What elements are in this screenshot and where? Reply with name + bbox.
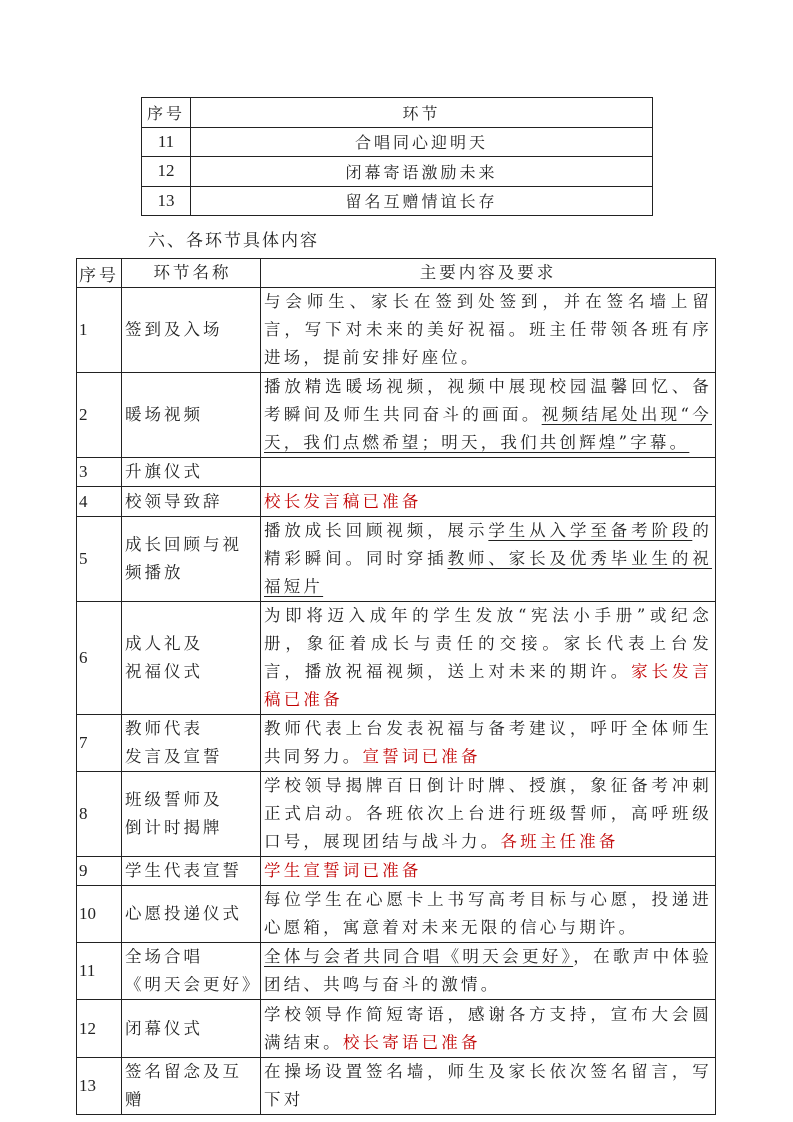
table-row xyxy=(142,157,653,187)
segment-name-line: 签名留念及互赠 xyxy=(125,1062,242,1109)
segment-name xyxy=(122,715,261,772)
note-text: 家长发言稿已准备 xyxy=(264,662,712,709)
segment-name-line: 闭幕仪式 xyxy=(125,1018,203,1038)
note-text: 各班主任准备 xyxy=(500,832,619,851)
table-row xyxy=(77,715,716,772)
segment-content xyxy=(261,288,716,373)
row-no: 12 xyxy=(77,1000,122,1058)
table-row xyxy=(77,458,716,487)
segment-name xyxy=(122,517,261,602)
segment-name-line: 成人礼及 xyxy=(125,634,203,653)
content-text: 在操场设置签名墙，师生及家长依次签名留言，写下对 xyxy=(264,1062,712,1109)
row-segment: 闭幕寄语激励未来 xyxy=(191,157,653,187)
row-no: 3 xyxy=(77,458,122,487)
note-text: 宣誓词已准备 xyxy=(362,747,481,766)
table-row xyxy=(142,186,653,216)
segment-name-line: 升旗仪式 xyxy=(125,462,203,481)
segment-name-line: 教师代表 xyxy=(125,719,203,738)
content-text: 每位学生在心愿卡上书写高考目标与心愿，投递进心愿箱，寓意着对未来无限的信心与期许。 xyxy=(264,890,712,937)
segment-name-line: 倒计时揭牌 xyxy=(125,818,223,837)
row-no: 4 xyxy=(77,487,122,517)
segment-name xyxy=(122,943,261,1000)
segment-content xyxy=(261,943,716,1000)
content-text: 教师代表上台发表祝福与备考建议，呼吁全体师生共同努力。 xyxy=(264,719,712,766)
row-no: 8 xyxy=(77,772,122,857)
segment-name-line: 全场合唱 xyxy=(125,947,203,966)
segment-name xyxy=(122,487,261,517)
row-no: 2 xyxy=(77,373,122,458)
note-text: 学生宣誓词已准备 xyxy=(264,861,422,880)
segment-name-line: 暖场视频 xyxy=(125,405,203,424)
row-no: 7 xyxy=(77,715,122,772)
content-text: 播放成长回顾视频，展示 xyxy=(264,521,489,540)
segment-content xyxy=(261,517,716,602)
header-content: 主要内容及要求 xyxy=(261,259,716,288)
underlined-text: 教师、家长及优秀毕业生的祝福短片 xyxy=(264,549,712,596)
content-text: 为即将迈入成年的学生发放“宪法小手册”或纪念册，象征着成长与责任的交接。家长代表上台发言，播放祝福视频，送上对未来的期许。 xyxy=(264,606,712,681)
segment-name xyxy=(122,886,261,943)
row-no: 12 xyxy=(142,157,191,187)
header-no: 序号 xyxy=(77,259,122,288)
row-segment: 合唱同心迎明天 xyxy=(191,127,653,157)
segment-name xyxy=(122,1058,261,1115)
segment-name xyxy=(122,458,261,487)
table-row xyxy=(77,1058,716,1115)
content-text: 学校领导揭牌百日倒计时牌、授旗，象征备考冲刺正式启动。各班依次上台进行班级誓师，高呼班级口号，展现团结与战斗力。 xyxy=(264,776,712,851)
header-no: 序号 xyxy=(142,98,191,128)
segment-name-line: 祝福仪式 xyxy=(125,662,203,681)
table-row xyxy=(77,487,716,517)
underlined-text: 全体与会者共同合唱《明天会更好》 xyxy=(264,947,574,966)
segment-content xyxy=(261,1000,716,1058)
segment-name xyxy=(122,373,261,458)
table-row xyxy=(77,886,716,943)
segment-name-line: 校领导致辞 xyxy=(125,491,223,511)
segment-content xyxy=(261,886,716,943)
content-text: ，在歌声中体验团结、共鸣与奋斗的激情。 xyxy=(264,947,712,994)
header-name: 环节名称 xyxy=(122,259,261,288)
segment-content xyxy=(261,458,716,487)
table-row xyxy=(77,943,716,1000)
program-summary-table xyxy=(141,97,653,216)
table-row xyxy=(77,857,716,886)
row-no: 11 xyxy=(142,127,191,157)
segment-name-line: 成长回顾与视频播放 xyxy=(125,535,242,582)
table-row xyxy=(77,373,716,458)
underlined-text: 视频结尾处出现“今天，我们点燃希望；明天，我们共创辉煌”字幕。 xyxy=(264,405,712,452)
segment-name-line: 《明天会更好》 xyxy=(125,975,262,994)
row-no: 10 xyxy=(77,886,122,943)
table-row xyxy=(77,288,716,373)
row-no: 6 xyxy=(77,602,122,715)
row-no: 13 xyxy=(77,1058,122,1115)
segment-content xyxy=(261,373,716,458)
segment-name xyxy=(122,288,261,373)
note-text: 校长发言稿已准备 xyxy=(264,491,422,511)
content-text: 的精彩瞬间。同时穿插 xyxy=(264,521,713,568)
segment-content xyxy=(261,602,716,715)
segment-name xyxy=(122,857,261,886)
segment-name-line: 签到及入场 xyxy=(125,320,223,339)
segment-name-line: 心愿投递仪式 xyxy=(125,904,242,923)
segment-content xyxy=(261,487,716,517)
content-text: 播放精选暖场视频，视频中展现校园温馨回忆、备考瞬间及师生共同奋斗的画面。 xyxy=(264,377,712,424)
table-header-row xyxy=(142,98,653,128)
content-text: 学校领导作简短寄语，感谢各方支持，宣布大会圆满结束。 xyxy=(264,1004,712,1052)
program-detail-table xyxy=(76,258,716,1115)
section-heading: 六、各环节具体内容 xyxy=(148,231,319,251)
segment-content xyxy=(261,857,716,886)
segment-name xyxy=(122,1000,261,1058)
table-row xyxy=(77,602,716,715)
note-text: 校长寄语已准备 xyxy=(342,1032,481,1052)
row-no: 11 xyxy=(77,943,122,1000)
content-text: 与会师生、家长在签到处签到，并在签名墙上留言，写下对未来的美好祝福。班主任带领各班有序进场，提前安排好座位。 xyxy=(264,292,712,367)
row-segment: 留名互赠情谊长存 xyxy=(191,186,653,216)
table-header-row xyxy=(77,259,716,288)
table-row xyxy=(77,1000,716,1058)
table-row xyxy=(77,772,716,857)
row-no: 1 xyxy=(77,288,122,373)
segment-content xyxy=(261,772,716,857)
segment-name-line: 班级誓师及 xyxy=(125,790,223,809)
segment-name-line: 学生代表宣誓 xyxy=(125,861,242,880)
row-no: 13 xyxy=(142,186,191,216)
segment-name xyxy=(122,772,261,857)
table-row xyxy=(77,517,716,602)
underlined-text: 学生从入学至备考阶段 xyxy=(488,521,693,540)
row-no: 5 xyxy=(77,517,122,602)
row-no: 9 xyxy=(77,857,122,886)
segment-name xyxy=(122,602,261,715)
table-row xyxy=(142,127,653,157)
header-segment: 环节 xyxy=(191,98,653,128)
segment-content xyxy=(261,715,716,772)
segment-content xyxy=(261,1058,716,1115)
segment-name-line: 发言及宣誓 xyxy=(125,747,223,766)
